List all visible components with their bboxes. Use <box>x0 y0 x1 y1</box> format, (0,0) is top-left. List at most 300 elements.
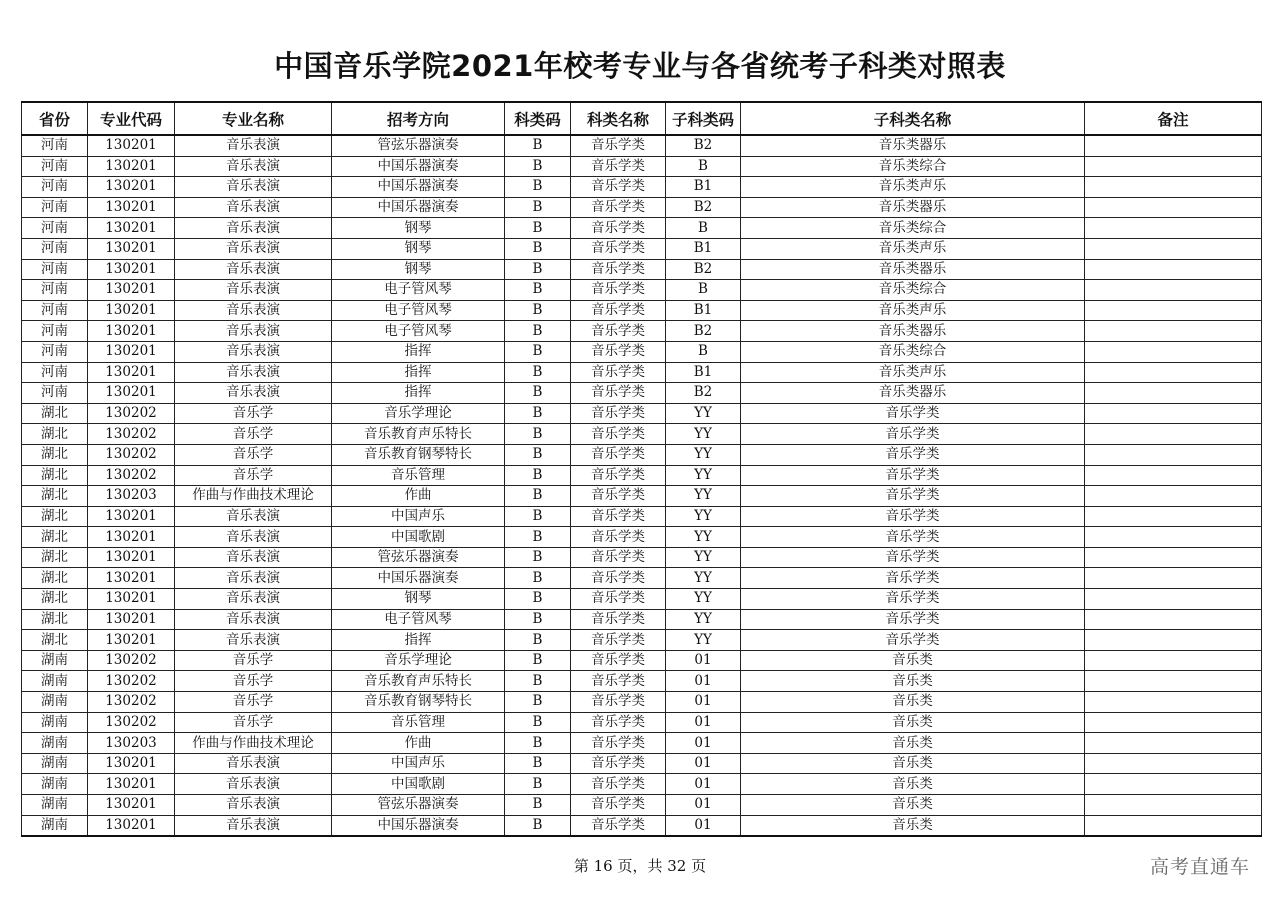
cell-category-code: B <box>505 465 571 486</box>
cell-major-name: 音乐学 <box>175 712 332 733</box>
cell-category-name: 音乐学类 <box>571 156 666 177</box>
cell-province: 河南 <box>22 156 88 177</box>
cell-category-code: B <box>505 671 571 692</box>
cell-subcategory-name: 音乐学类 <box>741 589 1085 610</box>
subject-mapping-table <box>21 101 1262 837</box>
cell-direction: 中国乐器演奏 <box>332 815 505 836</box>
cell-subcategory-code: B1 <box>666 300 741 321</box>
table-row <box>22 630 1262 651</box>
cell-province: 湖南 <box>22 692 88 713</box>
cell-category-code: B <box>505 135 571 156</box>
cell-remarks <box>1085 341 1262 362</box>
cell-category-name: 音乐学类 <box>571 547 666 568</box>
cell-subcategory-name: 音乐类声乐 <box>741 300 1085 321</box>
cell-category-code: B <box>505 506 571 527</box>
cell-major-code: 130203 <box>88 733 175 754</box>
cell-direction: 音乐教育钢琴特长 <box>332 444 505 465</box>
cell-category-code: B <box>505 733 571 754</box>
cell-category-code: B <box>505 795 571 816</box>
header-major-code: 专业代码 <box>88 102 175 135</box>
table-row <box>22 280 1262 301</box>
cell-major-code: 130201 <box>88 506 175 527</box>
cell-category-code: B <box>505 568 571 589</box>
cell-category-name: 音乐学类 <box>571 259 666 280</box>
cell-major-code: 130202 <box>88 671 175 692</box>
cell-remarks <box>1085 753 1262 774</box>
cell-major-code: 130201 <box>88 300 175 321</box>
table-row <box>22 753 1262 774</box>
table-row <box>22 218 1262 239</box>
header-direction: 招考方向 <box>332 102 505 135</box>
cell-category-code: B <box>505 609 571 630</box>
cell-category-name: 音乐学类 <box>571 135 666 156</box>
table-row <box>22 568 1262 589</box>
cell-remarks <box>1085 609 1262 630</box>
cell-subcategory-code: YY <box>666 609 741 630</box>
cell-major-name: 音乐表演 <box>175 506 332 527</box>
cell-major-code: 130202 <box>88 692 175 713</box>
cell-major-name: 音乐表演 <box>175 238 332 259</box>
cell-subcategory-code: YY <box>666 589 741 610</box>
table-row <box>22 774 1262 795</box>
cell-category-code: B <box>505 156 571 177</box>
cell-subcategory-name: 音乐类器乐 <box>741 135 1085 156</box>
cell-subcategory-name: 音乐学类 <box>741 630 1085 651</box>
cell-category-name: 音乐学类 <box>571 712 666 733</box>
cell-subcategory-name: 音乐类 <box>741 753 1085 774</box>
table-row <box>22 609 1262 630</box>
cell-subcategory-name: 音乐类器乐 <box>741 383 1085 404</box>
cell-category-name: 音乐学类 <box>571 774 666 795</box>
header-remarks: 备注 <box>1085 102 1262 135</box>
cell-major-code: 130202 <box>88 444 175 465</box>
cell-major-name: 音乐表演 <box>175 218 332 239</box>
cell-major-code: 130201 <box>88 259 175 280</box>
cell-province: 湖北 <box>22 568 88 589</box>
table-row <box>22 815 1262 836</box>
cell-major-name: 音乐表演 <box>175 609 332 630</box>
cell-subcategory-code: YY <box>666 630 741 651</box>
cell-major-code: 130201 <box>88 815 175 836</box>
cell-province: 河南 <box>22 300 88 321</box>
table-row <box>22 733 1262 754</box>
cell-major-name: 作曲与作曲技术理论 <box>175 486 332 507</box>
cell-remarks <box>1085 135 1262 156</box>
header-subcategory-code: 子科类码 <box>666 102 741 135</box>
cell-subcategory-code: 01 <box>666 795 741 816</box>
cell-remarks <box>1085 321 1262 342</box>
cell-direction: 中国乐器演奏 <box>332 177 505 198</box>
cell-province: 湖北 <box>22 609 88 630</box>
cell-direction: 指挥 <box>332 383 505 404</box>
cell-province: 河南 <box>22 341 88 362</box>
cell-direction: 音乐教育声乐特长 <box>332 671 505 692</box>
cell-category-code: B <box>505 300 571 321</box>
table-row <box>22 383 1262 404</box>
cell-major-code: 130201 <box>88 238 175 259</box>
cell-subcategory-code: 01 <box>666 671 741 692</box>
cell-subcategory-name: 音乐类综合 <box>741 218 1085 239</box>
cell-category-code: B <box>505 712 571 733</box>
cell-remarks <box>1085 589 1262 610</box>
table-row <box>22 671 1262 692</box>
cell-province: 湖北 <box>22 444 88 465</box>
cell-major-name: 音乐表演 <box>175 341 332 362</box>
cell-province: 湖北 <box>22 630 88 651</box>
cell-major-name: 音乐学 <box>175 465 332 486</box>
cell-category-name: 音乐学类 <box>571 692 666 713</box>
cell-subcategory-name: 音乐类综合 <box>741 156 1085 177</box>
cell-subcategory-code: B2 <box>666 259 741 280</box>
cell-major-name: 音乐表演 <box>175 362 332 383</box>
cell-major-name: 音乐表演 <box>175 753 332 774</box>
cell-major-name: 音乐表演 <box>175 589 332 610</box>
header-subcategory-name: 子科类名称 <box>741 102 1085 135</box>
cell-major-code: 130201 <box>88 795 175 816</box>
cell-subcategory-name: 音乐类声乐 <box>741 238 1085 259</box>
cell-remarks <box>1085 280 1262 301</box>
cell-category-code: B <box>505 218 571 239</box>
cell-province: 湖南 <box>22 671 88 692</box>
cell-subcategory-code: B2 <box>666 135 741 156</box>
cell-major-name: 音乐学 <box>175 424 332 445</box>
cell-subcategory-name: 音乐类综合 <box>741 280 1085 301</box>
table-row <box>22 300 1262 321</box>
cell-province: 河南 <box>22 259 88 280</box>
cell-remarks <box>1085 300 1262 321</box>
cell-major-code: 130201 <box>88 341 175 362</box>
table-row <box>22 692 1262 713</box>
cell-direction: 音乐管理 <box>332 465 505 486</box>
cell-remarks <box>1085 218 1262 239</box>
cell-subcategory-code: YY <box>666 486 741 507</box>
cell-remarks <box>1085 177 1262 198</box>
cell-province: 河南 <box>22 197 88 218</box>
cell-remarks <box>1085 259 1262 280</box>
cell-major-name: 音乐表演 <box>175 300 332 321</box>
cell-category-code: B <box>505 692 571 713</box>
cell-province: 河南 <box>22 218 88 239</box>
cell-subcategory-name: 音乐类 <box>741 712 1085 733</box>
cell-category-name: 音乐学类 <box>571 630 666 651</box>
cell-major-name: 音乐表演 <box>175 568 332 589</box>
cell-category-name: 音乐学类 <box>571 568 666 589</box>
cell-category-code: B <box>505 238 571 259</box>
cell-subcategory-code: YY <box>666 527 741 548</box>
cell-remarks <box>1085 444 1262 465</box>
table-row <box>22 465 1262 486</box>
cell-remarks <box>1085 238 1262 259</box>
cell-category-code: B <box>505 630 571 651</box>
cell-province: 河南 <box>22 383 88 404</box>
cell-category-name: 音乐学类 <box>571 589 666 610</box>
cell-province: 湖南 <box>22 733 88 754</box>
cell-category-name: 音乐学类 <box>571 609 666 630</box>
cell-direction: 中国乐器演奏 <box>332 568 505 589</box>
cell-subcategory-code: B2 <box>666 383 741 404</box>
cell-province: 湖北 <box>22 424 88 445</box>
cell-category-name: 音乐学类 <box>571 650 666 671</box>
table-row <box>22 486 1262 507</box>
cell-category-name: 音乐学类 <box>571 733 666 754</box>
cell-subcategory-code: 01 <box>666 774 741 795</box>
cell-major-code: 130201 <box>88 609 175 630</box>
cell-category-name: 音乐学类 <box>571 671 666 692</box>
cell-category-code: B <box>505 444 571 465</box>
cell-subcategory-code: 01 <box>666 692 741 713</box>
table-row <box>22 712 1262 733</box>
cell-direction: 中国乐器演奏 <box>332 197 505 218</box>
table-body <box>22 135 1262 836</box>
cell-subcategory-code: YY <box>666 506 741 527</box>
cell-remarks <box>1085 815 1262 836</box>
cell-major-code: 130201 <box>88 177 175 198</box>
cell-province: 湖南 <box>22 795 88 816</box>
cell-major-code: 130201 <box>88 197 175 218</box>
cell-remarks <box>1085 568 1262 589</box>
cell-direction: 音乐教育钢琴特长 <box>332 692 505 713</box>
header-category-name: 科类名称 <box>571 102 666 135</box>
cell-remarks <box>1085 547 1262 568</box>
cell-category-code: B <box>505 341 571 362</box>
cell-subcategory-name: 音乐类器乐 <box>741 197 1085 218</box>
cell-subcategory-code: B2 <box>666 197 741 218</box>
watermark: 高考直通车 <box>1149 856 1250 878</box>
cell-category-name: 音乐学类 <box>571 280 666 301</box>
cell-major-code: 130201 <box>88 321 175 342</box>
cell-subcategory-code: YY <box>666 444 741 465</box>
cell-category-name: 音乐学类 <box>571 362 666 383</box>
cell-category-name: 音乐学类 <box>571 486 666 507</box>
cell-major-code: 130201 <box>88 589 175 610</box>
cell-major-name: 音乐表演 <box>175 774 332 795</box>
cell-major-name: 音乐学 <box>175 671 332 692</box>
cell-province: 湖北 <box>22 547 88 568</box>
cell-category-name: 音乐学类 <box>571 383 666 404</box>
cell-direction: 电子管风琴 <box>332 280 505 301</box>
cell-subcategory-name: 音乐学类 <box>741 486 1085 507</box>
cell-remarks <box>1085 795 1262 816</box>
cell-subcategory-name: 音乐类声乐 <box>741 362 1085 383</box>
cell-category-name: 音乐学类 <box>571 238 666 259</box>
table-row <box>22 403 1262 424</box>
table-row <box>22 197 1262 218</box>
cell-direction: 钢琴 <box>332 589 505 610</box>
cell-category-code: B <box>505 815 571 836</box>
cell-remarks <box>1085 486 1262 507</box>
cell-remarks <box>1085 774 1262 795</box>
cell-subcategory-name: 音乐学类 <box>741 527 1085 548</box>
cell-remarks <box>1085 650 1262 671</box>
cell-category-code: B <box>505 650 571 671</box>
cell-major-code: 130201 <box>88 218 175 239</box>
cell-major-code: 130201 <box>88 774 175 795</box>
cell-province: 湖南 <box>22 774 88 795</box>
cell-direction: 管弦乐器演奏 <box>332 795 505 816</box>
cell-category-code: B <box>505 486 571 507</box>
cell-remarks <box>1085 156 1262 177</box>
cell-subcategory-name: 音乐类 <box>741 795 1085 816</box>
cell-province: 湖北 <box>22 589 88 610</box>
cell-direction: 电子管风琴 <box>332 321 505 342</box>
cell-major-name: 音乐表演 <box>175 815 332 836</box>
cell-major-name: 音乐表演 <box>175 383 332 404</box>
table-row <box>22 424 1262 445</box>
cell-province: 湖南 <box>22 815 88 836</box>
cell-major-name: 音乐表演 <box>175 547 332 568</box>
cell-major-code: 130201 <box>88 630 175 651</box>
cell-category-code: B <box>505 424 571 445</box>
cell-direction: 中国乐器演奏 <box>332 156 505 177</box>
cell-major-name: 音乐表演 <box>175 527 332 548</box>
cell-category-name: 音乐学类 <box>571 506 666 527</box>
table-row <box>22 238 1262 259</box>
cell-province: 河南 <box>22 177 88 198</box>
cell-subcategory-name: 音乐学类 <box>741 609 1085 630</box>
cell-subcategory-code: B1 <box>666 362 741 383</box>
table-header <box>22 102 1262 135</box>
cell-province: 湖北 <box>22 486 88 507</box>
cell-category-name: 音乐学类 <box>571 444 666 465</box>
cell-major-code: 130202 <box>88 465 175 486</box>
table-row <box>22 156 1262 177</box>
cell-subcategory-name: 音乐类声乐 <box>741 177 1085 198</box>
cell-province: 湖南 <box>22 650 88 671</box>
cell-major-name: 音乐表演 <box>175 321 332 342</box>
cell-subcategory-code: 01 <box>666 753 741 774</box>
cell-subcategory-code: 01 <box>666 733 741 754</box>
cell-remarks <box>1085 712 1262 733</box>
cell-category-code: B <box>505 362 571 383</box>
cell-major-name: 音乐表演 <box>175 280 332 301</box>
cell-category-code: B <box>505 753 571 774</box>
cell-subcategory-name: 音乐学类 <box>741 568 1085 589</box>
cell-province: 河南 <box>22 280 88 301</box>
cell-major-name: 音乐表演 <box>175 177 332 198</box>
cell-subcategory-name: 音乐学类 <box>741 547 1085 568</box>
cell-category-code: B <box>505 589 571 610</box>
table-row <box>22 321 1262 342</box>
cell-major-code: 130203 <box>88 486 175 507</box>
cell-subcategory-code: B <box>666 156 741 177</box>
cell-direction: 音乐学理论 <box>332 650 505 671</box>
cell-remarks <box>1085 671 1262 692</box>
cell-subcategory-name: 音乐类 <box>741 671 1085 692</box>
cell-category-name: 音乐学类 <box>571 218 666 239</box>
table-row <box>22 795 1262 816</box>
cell-direction: 指挥 <box>332 362 505 383</box>
cell-direction: 钢琴 <box>332 238 505 259</box>
cell-direction: 钢琴 <box>332 218 505 239</box>
cell-province: 湖北 <box>22 465 88 486</box>
table-row <box>22 362 1262 383</box>
cell-subcategory-code: YY <box>666 424 741 445</box>
cell-remarks <box>1085 692 1262 713</box>
cell-subcategory-code: B2 <box>666 321 741 342</box>
cell-major-code: 130201 <box>88 362 175 383</box>
cell-province: 湖南 <box>22 753 88 774</box>
cell-remarks <box>1085 403 1262 424</box>
table-row <box>22 177 1262 198</box>
cell-category-code: B <box>505 383 571 404</box>
cell-province: 湖北 <box>22 506 88 527</box>
cell-remarks <box>1085 197 1262 218</box>
cell-major-name: 音乐学 <box>175 403 332 424</box>
cell-subcategory-code: 01 <box>666 712 741 733</box>
cell-province: 河南 <box>22 135 88 156</box>
table-row <box>22 506 1262 527</box>
cell-major-name: 音乐表演 <box>175 630 332 651</box>
cell-category-name: 音乐学类 <box>571 341 666 362</box>
cell-province: 河南 <box>22 238 88 259</box>
cell-direction: 电子管风琴 <box>332 300 505 321</box>
cell-direction: 音乐教育声乐特长 <box>332 424 505 445</box>
cell-direction: 音乐学理论 <box>332 403 505 424</box>
cell-subcategory-name: 音乐学类 <box>741 465 1085 486</box>
header-province: 省份 <box>22 102 88 135</box>
cell-major-code: 130202 <box>88 424 175 445</box>
cell-province: 河南 <box>22 362 88 383</box>
cell-subcategory-code: B1 <box>666 177 741 198</box>
cell-direction: 管弦乐器演奏 <box>332 135 505 156</box>
cell-subcategory-code: YY <box>666 403 741 424</box>
cell-remarks <box>1085 733 1262 754</box>
cell-major-code: 130201 <box>88 383 175 404</box>
table-row <box>22 444 1262 465</box>
cell-major-name: 音乐学 <box>175 444 332 465</box>
cell-major-code: 130201 <box>88 527 175 548</box>
cell-major-code: 130201 <box>88 568 175 589</box>
document-title: 中国音乐学院2021年校考专业与各省统考子科类对照表 <box>274 49 1006 83</box>
cell-direction: 中国声乐 <box>332 753 505 774</box>
cell-category-name: 音乐学类 <box>571 753 666 774</box>
cell-major-name: 音乐表演 <box>175 197 332 218</box>
header-row <box>22 102 1262 135</box>
cell-direction: 电子管风琴 <box>332 609 505 630</box>
cell-major-code: 130202 <box>88 650 175 671</box>
cell-category-code: B <box>505 280 571 301</box>
cell-subcategory-code: YY <box>666 465 741 486</box>
cell-direction: 作曲 <box>332 733 505 754</box>
cell-major-code: 130201 <box>88 280 175 301</box>
cell-subcategory-code: B <box>666 341 741 362</box>
cell-major-name: 作曲与作曲技术理论 <box>175 733 332 754</box>
cell-province: 湖北 <box>22 403 88 424</box>
cell-subcategory-code: B <box>666 280 741 301</box>
cell-direction: 指挥 <box>332 341 505 362</box>
cell-subcategory-name: 音乐类 <box>741 815 1085 836</box>
table-row <box>22 589 1262 610</box>
cell-category-code: B <box>505 197 571 218</box>
cell-subcategory-name: 音乐学类 <box>741 424 1085 445</box>
cell-remarks <box>1085 465 1262 486</box>
cell-category-name: 音乐学类 <box>571 424 666 445</box>
cell-category-code: B <box>505 547 571 568</box>
cell-category-name: 音乐学类 <box>571 321 666 342</box>
cell-subcategory-name: 音乐学类 <box>741 506 1085 527</box>
cell-major-code: 130201 <box>88 753 175 774</box>
cell-category-name: 音乐学类 <box>571 300 666 321</box>
cell-major-name: 音乐学 <box>175 692 332 713</box>
cell-subcategory-code: YY <box>666 568 741 589</box>
cell-remarks <box>1085 630 1262 651</box>
cell-major-code: 130201 <box>88 135 175 156</box>
cell-subcategory-name: 音乐类器乐 <box>741 259 1085 280</box>
table-row <box>22 341 1262 362</box>
cell-category-name: 音乐学类 <box>571 197 666 218</box>
table-row <box>22 135 1262 156</box>
cell-remarks <box>1085 383 1262 404</box>
